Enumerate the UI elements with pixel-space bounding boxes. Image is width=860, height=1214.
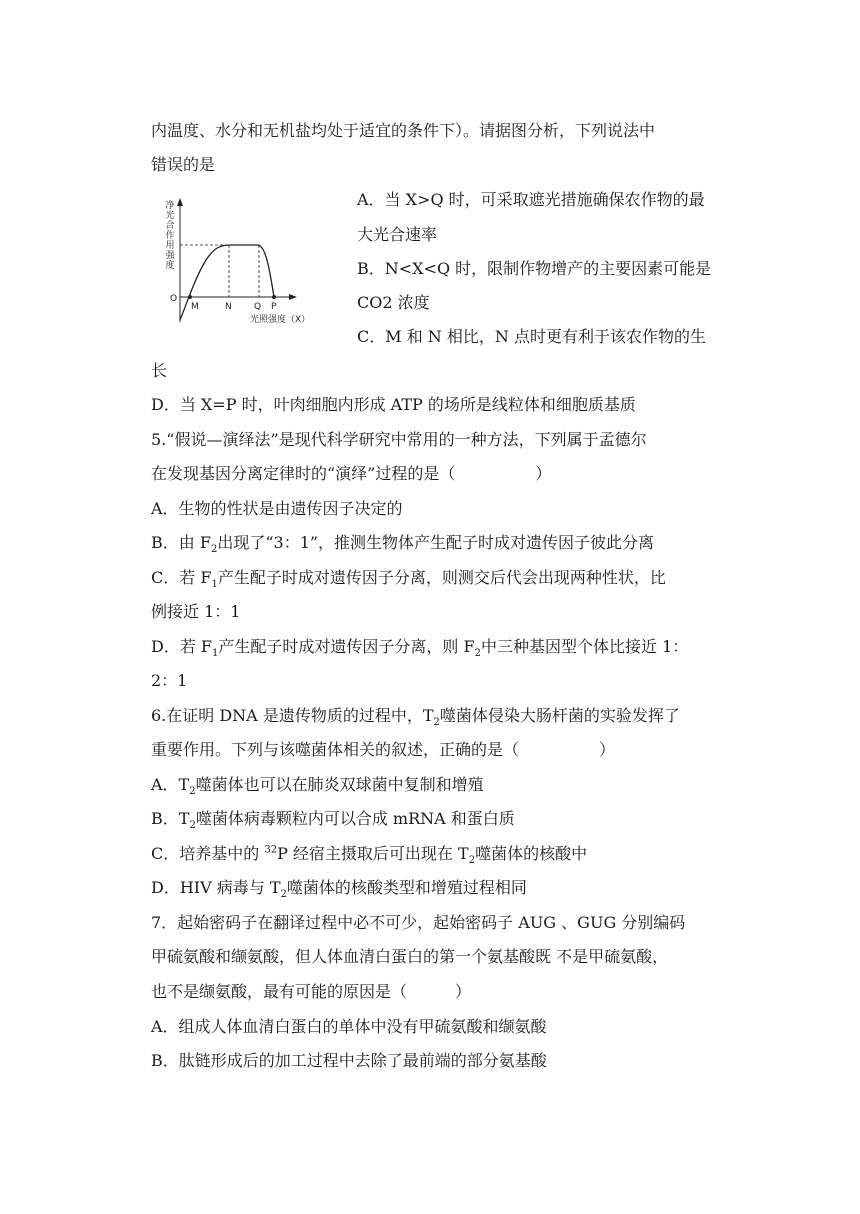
point-m-marker: [188, 295, 192, 299]
origin-label: O: [170, 294, 178, 304]
q7-option-b: B．肽链形成后的加工过程中去除了最前端的部分氨基酸: [151, 1051, 547, 1070]
point-p-label: P: [271, 302, 277, 312]
q4-option-a-line2: 大光合速率: [357, 225, 438, 244]
y-axis-arrow: [177, 198, 183, 206]
y-label-char: 作: [165, 231, 175, 241]
x-axis-label: 光照强度（X）: [250, 315, 311, 325]
q5-c-post: 产生配子时成对遗传因子分离，则测交后代会出现两种性状，比: [217, 568, 666, 587]
q6-b-pre: B．T: [151, 809, 190, 828]
q6-stem-pre: 6.在证明 DNA 是遗传物质的过程中，T: [151, 706, 434, 725]
q4-option-d: D．当 X=P 时，叶肉细胞内形成 ATP 的场所是线粒体和细胞质基质: [151, 395, 636, 414]
q5-b-pre: B．由 F: [151, 533, 211, 552]
q6-c-pre: C．培养基中的: [151, 844, 265, 863]
q6-c-post: 噬菌体的核酸中: [475, 844, 588, 863]
q6-stem-line2: 重要作用。下列与该噬菌体相关的叙述，正确的是（ ）: [151, 740, 616, 759]
q5-d-sub1: 1: [212, 648, 219, 660]
q6-d-pre: D．HIV 病毒与 T: [151, 878, 281, 897]
q6-c-mid: P 经宿主摄取后可出现在 T: [277, 844, 469, 863]
q5-c-pre: C．若 F: [151, 568, 212, 587]
y-axis-label: [165, 199, 175, 271]
q5-option-c-line2: 例接近 1：1: [151, 602, 241, 621]
q6-option-b: [151, 809, 515, 832]
light-response-figure: [160, 196, 340, 328]
q6-c-sub: 2: [468, 855, 476, 867]
q6-b-post: 噬菌体病毒颗粒内可以合成 mRNA 和蛋白质: [195, 809, 515, 828]
point-m-label: M: [191, 302, 199, 312]
q6-stem-post: 噬菌体侵染大肠杆菌的实验发挥了: [439, 706, 680, 725]
q5-option-a: A．生物的性状是由遗传因子决定的: [151, 499, 403, 518]
q4-option-c-line2: 长: [151, 361, 168, 380]
q5-d-mid: 产生配子时成对遗传因子分离，则 F: [218, 637, 475, 656]
q6-a-post: 噬菌体也可以在肺炎双球菌中复制和增殖: [195, 775, 484, 794]
q5-d-post: 中三种基因型个体比接近 1：: [480, 637, 689, 656]
q6-b-sub: 2: [189, 820, 196, 832]
q4-option-b-line2: CO2 浓度: [357, 293, 430, 312]
q6-a-pre: A．T: [151, 775, 190, 794]
y-label-char: 光: [165, 211, 175, 221]
q6-stem-sub: 2: [433, 717, 440, 729]
y-label-char: 强: [165, 251, 175, 261]
point-n-label: N: [225, 302, 232, 312]
point-q-label: Q: [254, 302, 262, 312]
q4-option-a-line1: A．当 X>Q 时，可采取遮光措施确保农作物的最: [357, 190, 705, 209]
q4-option-b-line1: B．N<X<Q 时，限制作物增产的主要因素可能是: [357, 259, 712, 278]
q6-a-sub: 2: [189, 786, 196, 798]
y-label-char: 合: [165, 221, 175, 231]
q6-d-sub: 2: [280, 889, 287, 901]
y-label-char: 度: [165, 261, 175, 271]
q5-option-d-line2: 2：1: [151, 671, 188, 690]
y-label-char: 净: [165, 201, 175, 211]
q4-stem-line2: 错误的是: [151, 155, 216, 174]
q7-stem-line3: 也不是缬氨酸，最有可能的原因是（ ）: [151, 982, 472, 1001]
q5-stem-line2: 在发现基因分离定律时的“演绎”过程的是（ ）: [151, 464, 552, 483]
q6-c-sup: 32: [264, 844, 278, 856]
x-axis-arrow: [289, 294, 297, 300]
q4-option-c-line1: C．M 和 N 相比，N 点时更有利于该农作物的生: [357, 327, 706, 346]
q7-option-a: A．组成人体血清白蛋白的单体中没有甲硫氨酸和缬氨酸: [151, 1017, 547, 1036]
q5-b-sub: 2: [210, 544, 218, 556]
q6-d-post: 噬菌体的核酸类型和增殖过程相同: [286, 878, 527, 897]
q7-stem-line2: 甲硫氨酸和缬氨酸，但人体血清白蛋白的第一个氨基酸既 不是甲硫氨酸，: [151, 947, 669, 966]
q5-d-sub2: 2: [474, 648, 481, 660]
q5-option-b: [151, 533, 655, 556]
q5-option-d-line1: [151, 637, 689, 660]
q6-option-c: [151, 844, 588, 867]
q6-option-a: [151, 775, 484, 798]
y-label-char: 用: [165, 241, 175, 251]
q5-c-sub: 1: [211, 579, 218, 591]
q5-d-pre: D．若 F: [151, 637, 213, 656]
q6-option-d: [151, 878, 527, 901]
q7-stem-line1: 7．起始密码子在翻译过程中必不可少，起始密码子 AUG 、GUG 分别编码: [151, 913, 686, 932]
q6-stem-line1: [151, 706, 680, 729]
point-p-marker: [272, 295, 276, 299]
q5-option-c-line1: [151, 568, 666, 591]
q5-stem-line1: 5.“假说—演绎法”是现代科学研究中常用的一种方法，下列属于孟德尔: [151, 430, 647, 449]
q4-stem-line1: 内温度、水分和无机盐均处于适宜的条件下）。请据图分析，下列说法中: [151, 121, 656, 140]
q5-b-post: 出现了“3：1”，推测生物体产生配子时成对遗传因子彼此分离: [217, 533, 655, 552]
